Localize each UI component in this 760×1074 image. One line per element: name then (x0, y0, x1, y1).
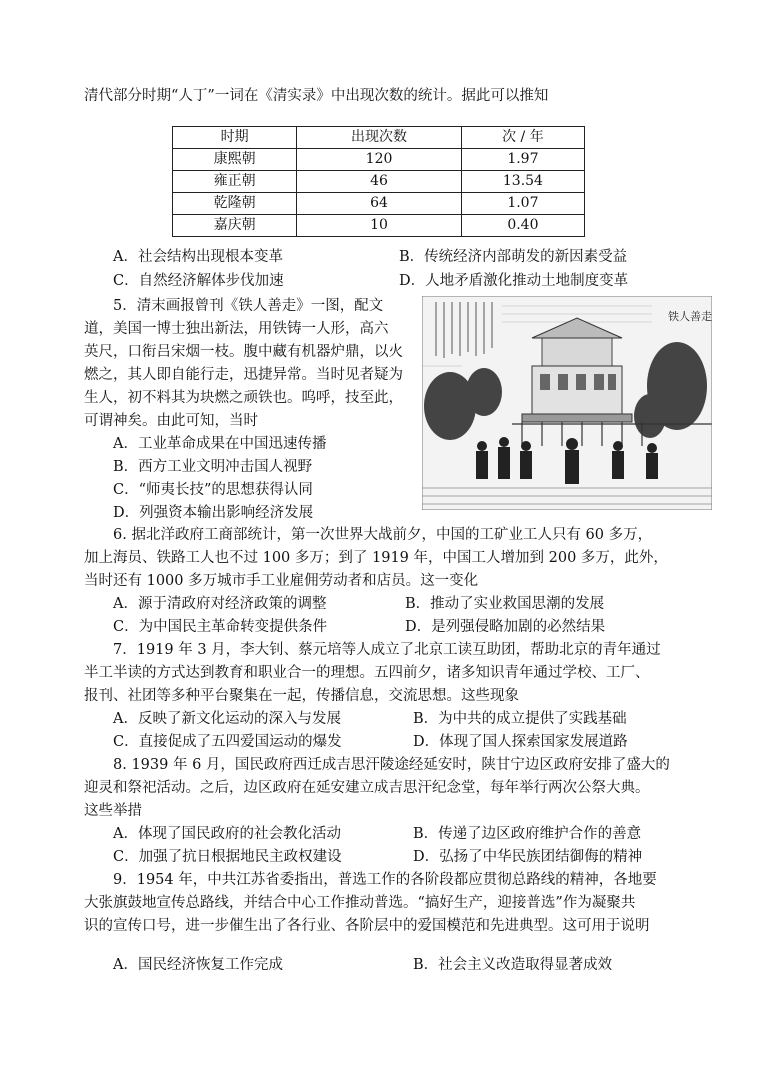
q6-line: 6. 据北洋政府工商部统计，第一次世界大战前夕，中国的工矿业工人只有 60 多万， (113, 527, 653, 543)
table-header-row (173, 127, 585, 149)
q8-line: 这些举措 (84, 803, 142, 819)
q6-line: 当时还有 1000 多万城市手工业雇佣劳动者和店员。这一变化 (84, 573, 479, 589)
q7-option-b[interactable]: B．为中共的成立提供了实践基础 (413, 711, 627, 727)
q6-line: 加上海员、铁路工人也不过 100 多万；到了 1919 年，中国工人增加到 200 多万，此外， (84, 550, 668, 566)
q9-line: 9．1954 年，中共江苏省委指出，普选工作的各阶段都应贯彻总路线的精神，各地要 (113, 872, 657, 888)
q8-line: 迎灵和祭祀活动。之后，边区政府在延安建立成吉思汗纪念堂，每年举行两次公祭大典。 (84, 780, 650, 796)
q6-option-c[interactable]: C．为中国民主革命转变提供条件 (113, 619, 328, 635)
q4-option-d[interactable]: D．人地矛盾激化推动土地制度变革 (399, 273, 629, 289)
table-row (173, 215, 585, 237)
q9-option-a[interactable]: A．国民经济恢复工作完成 (113, 957, 283, 973)
table-cell: 13.54 (461, 171, 584, 193)
q5-line: 英尺，口衔吕宋烟一枝。腹中藏有机器炉鼎，以火 (84, 344, 403, 360)
q9-line: 识的宣传口号，进一步催生出了各行业、各阶层中的爱国模范和先进典型。这可用于说明 (84, 918, 650, 934)
q5-option-b[interactable]: B．西方工业文明冲击国人视野 (113, 459, 313, 475)
q4-option-c[interactable]: C．自然经济解体步伐加速 (113, 273, 284, 289)
q9-line: 大张旗鼓地宣传总路线，并结合中心工作推动普选。“搞好生产，迎接普选”作为凝聚共 (84, 895, 636, 911)
q4-stem: 清代部分时期“人丁”一词在《清实录》中出现次数的统计。据此可以推知 (84, 88, 549, 104)
table-cell: 10 (297, 215, 462, 237)
q5-line: 燃之，其人即自能行走，迅捷异常。当时见者疑为 (84, 367, 403, 383)
q7-option-a[interactable]: A．反映了新文化运动的深入与发展 (113, 711, 341, 727)
table-cell: 1.07 (461, 193, 584, 215)
q9-option-b[interactable]: B．社会主义改造取得显著成效 (413, 957, 613, 973)
q7-line: 报刊、社团等多种平台聚集在一起，传播信息，交流思想。这些现象 (84, 688, 519, 704)
table-cell: 1.97 (461, 149, 584, 171)
q6-option-b[interactable]: B．推动了实业救国思潮的发展 (405, 596, 605, 612)
table-row (173, 171, 585, 193)
figure-caption: 铁人善走 (668, 310, 712, 323)
q5-option-d[interactable]: D．列强资本输出影响经济发展 (113, 505, 314, 521)
q8-option-b[interactable]: B．传递了边区政府维护合作的善意 (413, 826, 642, 842)
table-cell: 120 (297, 149, 462, 171)
table-cell: 64 (297, 193, 462, 215)
q8-option-a[interactable]: A．体现了国民政府的社会教化活动 (113, 826, 341, 842)
q7-line: 半工半读的方式达到教育和职业合一的理想。五四前夕，诸多知识青年通过学校、工厂、 (84, 665, 650, 681)
table-header-cell: 时期 (173, 127, 297, 149)
stat-table (172, 126, 585, 237)
q5-option-a[interactable]: A．工业革命成果在中国迅速传播 (113, 436, 327, 452)
table-cell: 康熙朝 (173, 149, 297, 171)
table-cell: 0.40 (461, 215, 584, 237)
q7-option-d[interactable]: D．体现了国人探索国家发展道路 (413, 734, 628, 750)
q7-option-c[interactable]: C．直接促成了五四爱国运动的爆发 (113, 734, 342, 750)
q8-option-d[interactable]: D．弘扬了中华民族团结御侮的精神 (413, 849, 643, 865)
table-cell: 46 (297, 171, 462, 193)
q5-option-c[interactable]: C．“师夷长技”的思想获得认同 (113, 482, 313, 498)
q8-option-c[interactable]: C．加强了抗日根据地民主政权建设 (113, 849, 342, 865)
q5-line: 生人，初不料其为块燃之顽铁也。呜呼，技至此， (84, 390, 403, 406)
iron-man-illustration (422, 296, 712, 510)
q5-line: 道，美国一博士独出新法，用铁铸一人形，高六 (84, 321, 389, 337)
table-cell: 乾隆朝 (173, 193, 297, 215)
q6-option-d[interactable]: D．是列强侵略加剧的必然结果 (405, 619, 606, 635)
q6-option-a[interactable]: A．源于清政府对经济政策的调整 (113, 596, 327, 612)
table-header-cell: 次 / 年 (461, 127, 584, 149)
q7-line: 7．1919 年 3 月，李大钊、蔡元培等人成立了北京工读互助团，帮助北京的青年通过 (113, 642, 661, 658)
table-cell: 嘉庆朝 (173, 215, 297, 237)
table-header-cell: 出现次数 (297, 127, 462, 149)
table-row (173, 149, 585, 171)
q5-line: 5．清末画报曾刊《铁人善走》一图，配文 (113, 298, 384, 314)
table-cell: 雍正朝 (173, 171, 297, 193)
table-row (173, 193, 585, 215)
q4-option-b[interactable]: B．传统经济内部萌发的新因素受益 (399, 249, 628, 265)
q4-option-a[interactable]: A．社会结构出现根本变革 (113, 249, 283, 265)
q5-line: 可谓神矣。由此可知，当时 (84, 413, 258, 429)
q8-line: 8. 1939 年 6 月，国民政府西迁成吉思汗陵途经延安时，陕甘宁边区政府安排了盛大的 (113, 757, 670, 773)
